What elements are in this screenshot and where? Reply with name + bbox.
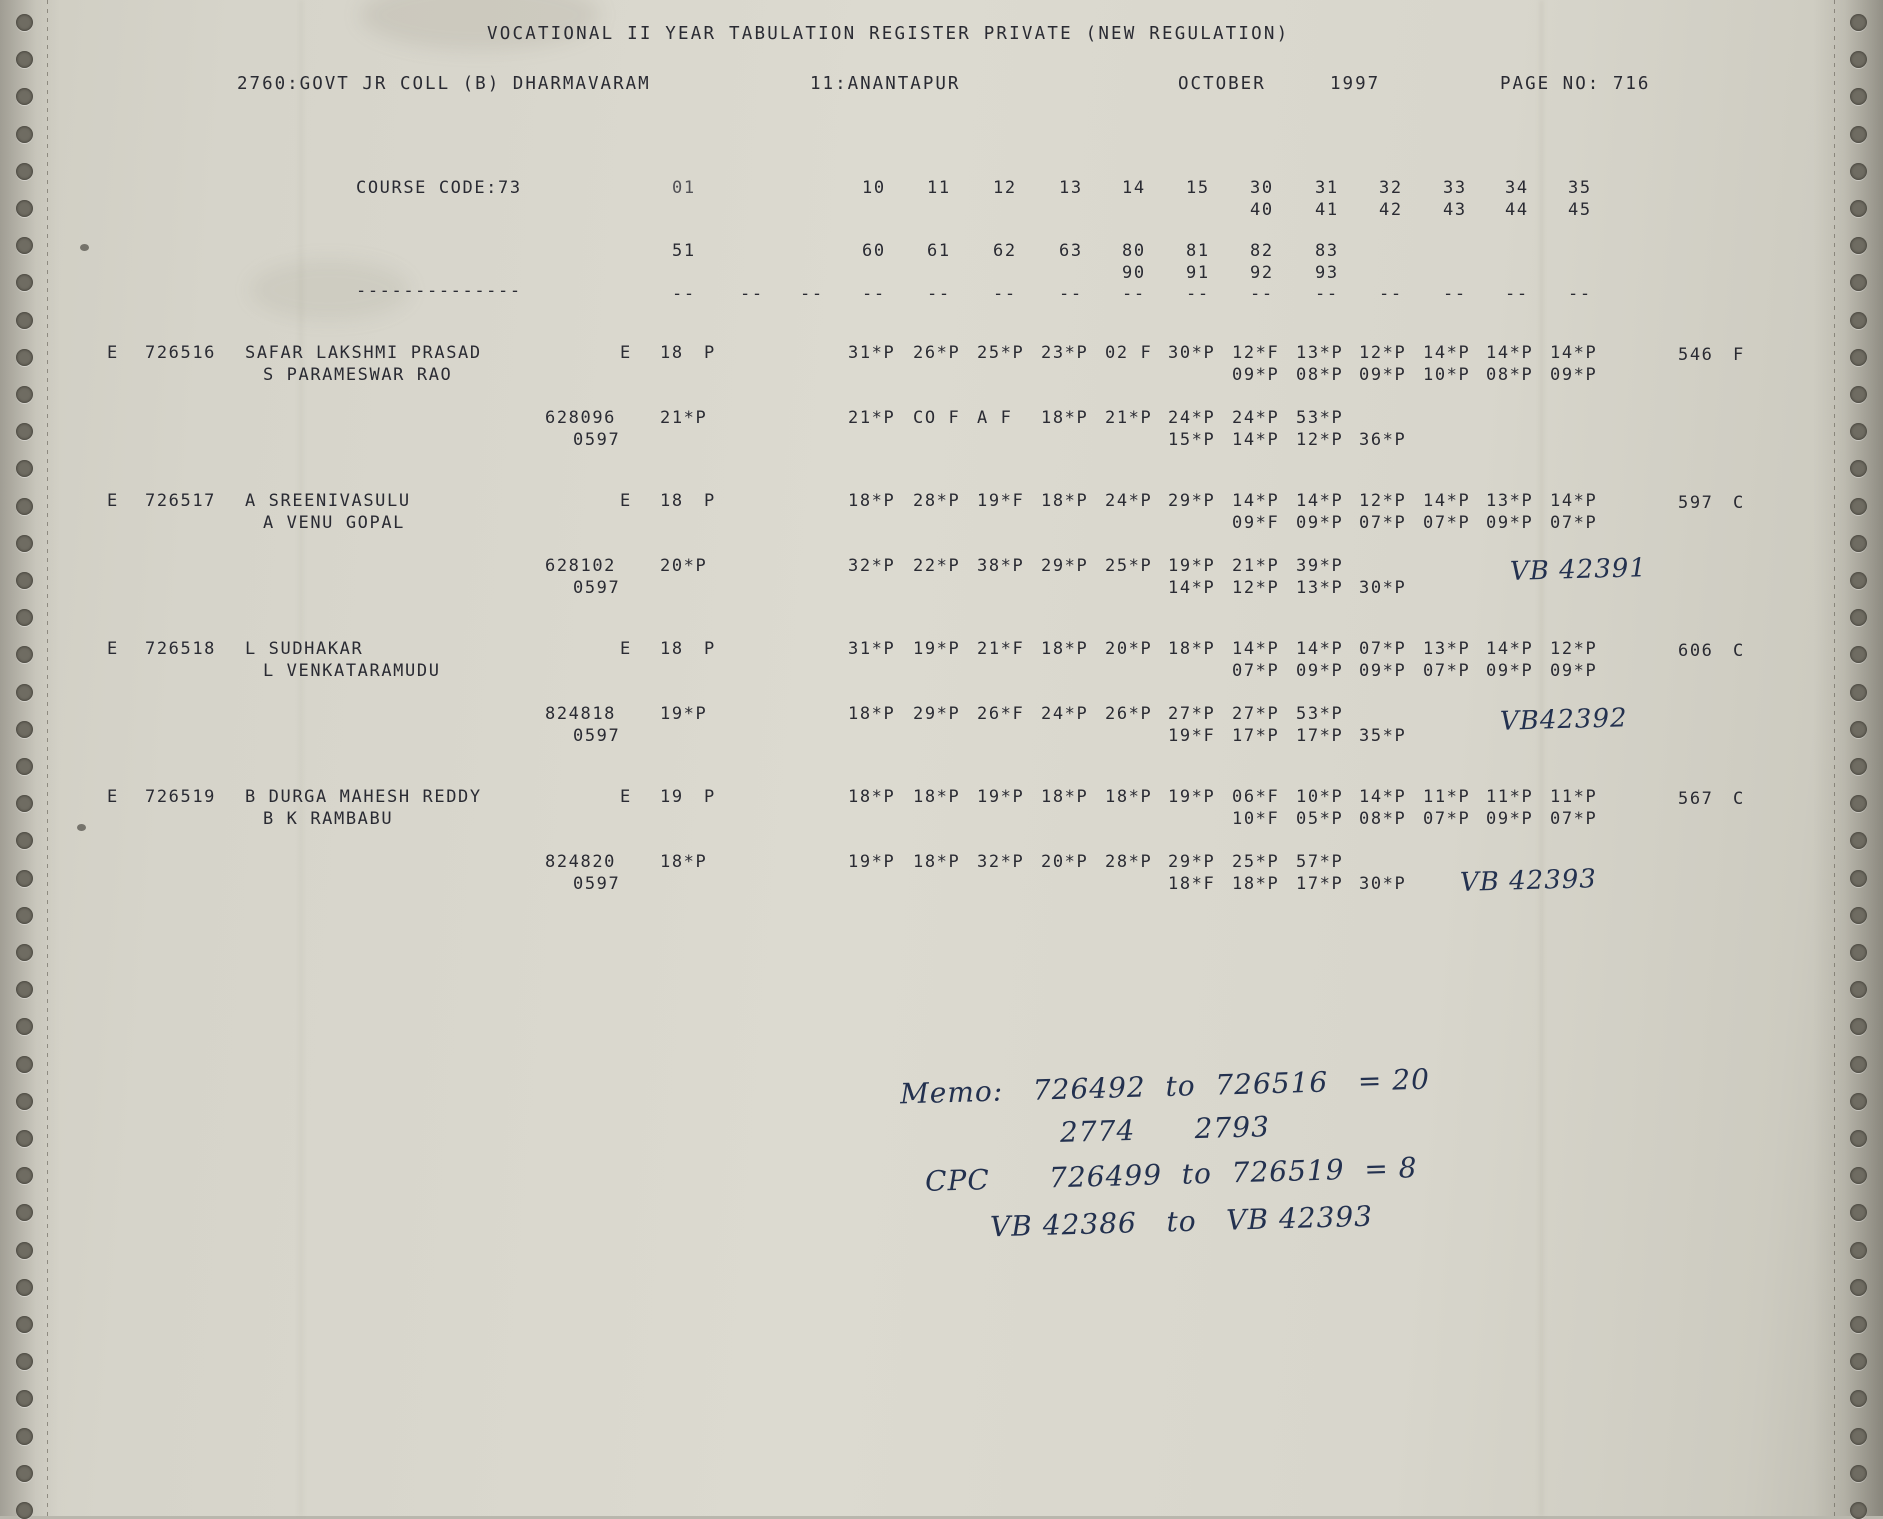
handwritten-vb-number: VB42392: [1500, 703, 1628, 737]
subject-code: --: [1505, 286, 1529, 303]
record-date: 0597: [573, 580, 620, 597]
mark-cell: 10*P: [1423, 367, 1470, 384]
record-regno: 726516: [145, 345, 216, 362]
record-date: 0597: [573, 876, 620, 893]
record-id-sub: 18*P: [660, 854, 707, 871]
mark-cell: 07*P: [1232, 663, 1279, 680]
record-id-number: 824818: [545, 706, 616, 723]
mark-cell: 06*F: [1232, 789, 1279, 806]
record-medium: E: [620, 493, 632, 510]
mark-cell: 21*P: [1232, 558, 1279, 575]
mark-cell: 31*P: [848, 641, 895, 658]
mark-cell: 14*P: [1423, 493, 1470, 510]
mark-cell: 18*P: [1168, 641, 1215, 658]
mark-cell: 18*P: [1041, 789, 1088, 806]
record-age-flag: P: [704, 345, 716, 362]
record-prefix: E: [107, 345, 119, 362]
mark-cell: 12*P: [1359, 493, 1406, 510]
subject-code: 92: [1250, 265, 1274, 282]
record-prefix: E: [107, 641, 119, 658]
course-code-label: COURSE CODE:73: [356, 180, 522, 197]
subject-code: 80: [1122, 243, 1146, 260]
mark-cell: 09*P: [1359, 663, 1406, 680]
college-name: 2760:GOVT JR COLL (B) DHARMAVARAM: [237, 76, 651, 94]
mark-cell: 18*P: [848, 789, 895, 806]
subject-code: 30: [1250, 180, 1274, 197]
handwritten-footer-line: VB 42386 to VB 42393: [990, 1200, 1374, 1244]
mark-cell: 14*P: [1296, 493, 1343, 510]
mark-cell: 29*P: [1041, 558, 1088, 575]
subject-code: 32: [1379, 180, 1403, 197]
column-code-51: 51: [672, 243, 696, 260]
mark-cell: 29*P: [913, 706, 960, 723]
mark-cell: 14*P: [1232, 493, 1279, 510]
subject-code: --: [1379, 286, 1403, 303]
mark-cell: 13*P: [1486, 493, 1533, 510]
record-age-flag: P: [704, 493, 716, 510]
report-title: VOCATIONAL II YEAR TABULATION REGISTER PRIVATE (NEW REGULATION): [487, 26, 1289, 44]
subject-code: --: [1250, 286, 1274, 303]
mark-cell: 13*P: [1423, 641, 1470, 658]
mark-cell: 09*P: [1550, 367, 1597, 384]
mark-cell: 53*P: [1296, 706, 1343, 723]
mark-cell: 14*P: [1232, 432, 1279, 449]
mark-cell: 14*P: [1423, 345, 1470, 362]
mark-cell: 19*F: [1168, 728, 1215, 745]
record-age: 18: [660, 345, 684, 362]
mark-cell: 12*P: [1359, 345, 1406, 362]
mark-cell: 12*F: [1232, 345, 1279, 362]
mark-cell: 30*P: [1359, 876, 1406, 893]
subject-code: 15: [1186, 180, 1210, 197]
mark-cell: 18*P: [1041, 493, 1088, 510]
total-marks: 597: [1678, 495, 1714, 512]
mark-cell: 22*P: [913, 558, 960, 575]
subject-code: --: [1122, 286, 1146, 303]
mark-cell: 32*P: [848, 558, 895, 575]
mark-cell: 18*P: [1041, 641, 1088, 658]
subject-code: 43: [1443, 202, 1467, 219]
mark-cell: 17*P: [1296, 876, 1343, 893]
record-regno: 726518: [145, 641, 216, 658]
mark-cell: 21*F: [977, 641, 1024, 658]
mark-cell: 14*P: [1550, 493, 1597, 510]
father-name: B K RAMBABU: [263, 811, 393, 828]
mark-cell: 26*P: [913, 345, 960, 362]
total-marks: 546: [1678, 347, 1714, 364]
mark-cell: 24*P: [1105, 493, 1152, 510]
mark-cell: 11*P: [1486, 789, 1533, 806]
exam-month: OCTOBER: [1178, 76, 1266, 94]
mark-cell: 13*P: [1296, 580, 1343, 597]
column-code-01: 01: [672, 180, 696, 197]
mark-cell: 25*P: [1105, 558, 1152, 575]
mark-cell: 53*P: [1296, 410, 1343, 427]
record-id-number: 824820: [545, 854, 616, 871]
subject-code: 34: [1505, 180, 1529, 197]
result-grade: F: [1733, 347, 1745, 364]
subject-code: --: [1059, 286, 1083, 303]
subject-code: 83: [1315, 243, 1339, 260]
record-medium: E: [620, 641, 632, 658]
mark-cell: 28*P: [913, 493, 960, 510]
mark-cell: 24*P: [1041, 706, 1088, 723]
subject-code: 60: [862, 243, 886, 260]
mark-cell: 19*P: [1168, 558, 1215, 575]
record-regno: 726517: [145, 493, 216, 510]
mark-cell: 30*P: [1359, 580, 1406, 597]
handwritten-footer-line: Memo: 726492 to 726516 = 20: [900, 1063, 1431, 1111]
mark-cell: 11*P: [1423, 789, 1470, 806]
subject-code: 81: [1186, 243, 1210, 260]
subject-code: 82: [1250, 243, 1274, 260]
mark-cell: 08*P: [1359, 811, 1406, 828]
record-prefix: E: [107, 493, 119, 510]
mark-cell: 13*P: [1296, 345, 1343, 362]
subject-code: --: [740, 286, 764, 303]
mark-cell: 30*P: [1168, 345, 1215, 362]
mark-cell: 09*P: [1486, 663, 1533, 680]
subject-code: 44: [1505, 202, 1529, 219]
mark-cell: 19*P: [913, 641, 960, 658]
subject-code: 14: [1122, 180, 1146, 197]
record-age: 18: [660, 641, 684, 658]
subject-code: --: [1186, 286, 1210, 303]
mark-cell: 17*P: [1232, 728, 1279, 745]
mark-cell: 23*P: [1041, 345, 1088, 362]
mark-cell: 09*P: [1296, 515, 1343, 532]
student-name: B DURGA MAHESH REDDY: [245, 789, 482, 806]
subject-code: 93: [1315, 265, 1339, 282]
mark-cell: 02 F: [1105, 345, 1152, 362]
record-prefix: E: [107, 789, 119, 806]
mark-cell: 14*P: [1486, 345, 1533, 362]
subject-code: --: [672, 286, 696, 303]
mark-cell: 12*P: [1296, 432, 1343, 449]
record-age-flag: P: [704, 641, 716, 658]
mark-cell: 10*F: [1232, 811, 1279, 828]
mark-cell: 36*P: [1359, 432, 1406, 449]
mark-cell: 05*P: [1296, 811, 1343, 828]
subject-code: 11: [927, 180, 951, 197]
mark-cell: 31*P: [848, 345, 895, 362]
ink-dot: [80, 244, 89, 251]
subject-code: 41: [1315, 202, 1339, 219]
mark-cell: 19*P: [848, 854, 895, 871]
handwritten-vb-number: VB 42391: [1510, 553, 1648, 587]
total-marks: 567: [1678, 791, 1714, 808]
mark-cell: 09*P: [1359, 367, 1406, 384]
record-regno: 726519: [145, 789, 216, 806]
mark-cell: 18*P: [913, 789, 960, 806]
mark-cell: 26*F: [977, 706, 1024, 723]
mark-cell: 07*P: [1550, 811, 1597, 828]
handwritten-footer-line: CPC 726499 to 726519 = 8: [925, 1151, 1418, 1198]
subject-code: 42: [1379, 202, 1403, 219]
subject-code: --: [800, 286, 824, 303]
mark-cell: 09*F: [1232, 515, 1279, 532]
subject-code: --: [927, 286, 951, 303]
mark-cell: 25*P: [1232, 854, 1279, 871]
mark-cell: 18*P: [913, 854, 960, 871]
mark-cell: 09*P: [1296, 663, 1343, 680]
mark-cell: 12*P: [1550, 641, 1597, 658]
subject-code: 31: [1315, 180, 1339, 197]
subject-code: 12: [993, 180, 1017, 197]
father-name: S PARAMESWAR RAO: [263, 367, 452, 384]
record-id-sub: 20*P: [660, 558, 707, 575]
handwritten-vb-number: VB 42393: [1460, 864, 1598, 898]
mark-cell: 29*P: [1168, 854, 1215, 871]
mark-cell: 24*P: [1232, 410, 1279, 427]
handwritten-footer-line: 2774 2793: [1060, 1110, 1271, 1149]
district-name: 11:ANANTAPUR: [810, 76, 960, 94]
subject-code: 45: [1568, 202, 1592, 219]
mark-cell: 29*P: [1168, 493, 1215, 510]
mark-cell: 14*P: [1550, 345, 1597, 362]
mark-cell: 19*P: [1168, 789, 1215, 806]
mark-cell: 08*P: [1486, 367, 1533, 384]
mark-cell: 07*P: [1550, 515, 1597, 532]
mark-cell: 32*P: [977, 854, 1024, 871]
mark-cell: 07*P: [1423, 515, 1470, 532]
mark-cell: 12*P: [1232, 580, 1279, 597]
mark-cell: 28*P: [1105, 854, 1152, 871]
subject-code: 62: [993, 243, 1017, 260]
subject-code: 10: [862, 180, 886, 197]
result-grade: C: [1733, 791, 1745, 808]
record-medium: E: [620, 345, 632, 362]
ink-dot: [77, 824, 86, 831]
mark-cell: 18*P: [1232, 876, 1279, 893]
subject-code: 91: [1186, 265, 1210, 282]
mark-cell: 14*P: [1359, 789, 1406, 806]
mark-cell: 20*P: [1041, 854, 1088, 871]
subject-code: --: [1443, 286, 1467, 303]
mark-cell: 38*P: [977, 558, 1024, 575]
mark-cell: 11*P: [1550, 789, 1597, 806]
mark-cell: 18*F: [1168, 876, 1215, 893]
father-name: A VENU GOPAL: [263, 515, 405, 532]
mark-cell: 09*P: [1232, 367, 1279, 384]
mark-cell: 07*P: [1359, 515, 1406, 532]
mark-cell: 21*P: [1105, 410, 1152, 427]
total-marks: 606: [1678, 643, 1714, 660]
subject-code: --: [862, 286, 886, 303]
student-name: A SREENIVASULU: [245, 493, 411, 510]
record-age: 19: [660, 789, 684, 806]
mark-cell: 25*P: [977, 345, 1024, 362]
result-grade: C: [1733, 643, 1745, 660]
mark-cell: 26*P: [1105, 706, 1152, 723]
mark-cell: 18*P: [1105, 789, 1152, 806]
subject-code: --: [1568, 286, 1592, 303]
mark-cell: 07*P: [1423, 811, 1470, 828]
mark-cell: 39*P: [1296, 558, 1343, 575]
mark-cell: 14*P: [1486, 641, 1533, 658]
record-id-number: 628102: [545, 558, 616, 575]
record-id-sub: 19*P: [660, 706, 707, 723]
mark-cell: 08*P: [1296, 367, 1343, 384]
record-id-number: 628096: [545, 410, 616, 427]
mark-cell: A F: [977, 410, 1013, 427]
subject-code: 90: [1122, 265, 1146, 282]
mark-cell: 07*P: [1423, 663, 1470, 680]
mark-cell: 14*P: [1232, 641, 1279, 658]
mark-cell: 14*P: [1296, 641, 1343, 658]
name-dashes: --------------: [356, 283, 522, 300]
student-name: L SUDHAKAR: [245, 641, 363, 658]
mark-cell: 57*P: [1296, 854, 1343, 871]
mark-cell: 15*P: [1168, 432, 1215, 449]
page-number: PAGE NO: 716: [1500, 76, 1650, 94]
mark-cell: 17*P: [1296, 728, 1343, 745]
mark-cell: 19*P: [977, 789, 1024, 806]
subject-code: 35: [1568, 180, 1592, 197]
mark-cell: 18*P: [848, 493, 895, 510]
mark-cell: 09*P: [1486, 515, 1533, 532]
mark-cell: 09*P: [1486, 811, 1533, 828]
subject-code: --: [993, 286, 1017, 303]
subject-code: 61: [927, 243, 951, 260]
record-age: 18: [660, 493, 684, 510]
mark-cell: 07*P: [1359, 641, 1406, 658]
subject-code: 13: [1059, 180, 1083, 197]
mark-cell: 10*P: [1296, 789, 1343, 806]
record-id-sub: 21*P: [660, 410, 707, 427]
mark-cell: 35*P: [1359, 728, 1406, 745]
father-name: L VENKATARAMUDU: [263, 663, 441, 680]
mark-cell: 09*P: [1550, 663, 1597, 680]
mark-cell: 21*P: [848, 410, 895, 427]
subject-code: 63: [1059, 243, 1083, 260]
exam-year: 1997: [1330, 76, 1380, 94]
subject-code: --: [1315, 286, 1339, 303]
mark-cell: 18*P: [1041, 410, 1088, 427]
mark-cell: 19*F: [977, 493, 1024, 510]
result-grade: C: [1733, 495, 1745, 512]
subject-code: 40: [1250, 202, 1274, 219]
record-date: 0597: [573, 728, 620, 745]
mark-cell: 24*P: [1168, 410, 1215, 427]
subject-code: 33: [1443, 180, 1467, 197]
record-medium: E: [620, 789, 632, 806]
record-date: 0597: [573, 432, 620, 449]
mark-cell: 27*P: [1232, 706, 1279, 723]
mark-cell: CO F: [913, 410, 960, 427]
student-name: SAFAR LAKSHMI PRASAD: [245, 345, 482, 362]
mark-cell: 20*P: [1105, 641, 1152, 658]
mark-cell: 14*P: [1168, 580, 1215, 597]
record-age-flag: P: [704, 789, 716, 806]
mark-cell: 27*P: [1168, 706, 1215, 723]
mark-cell: 18*P: [848, 706, 895, 723]
